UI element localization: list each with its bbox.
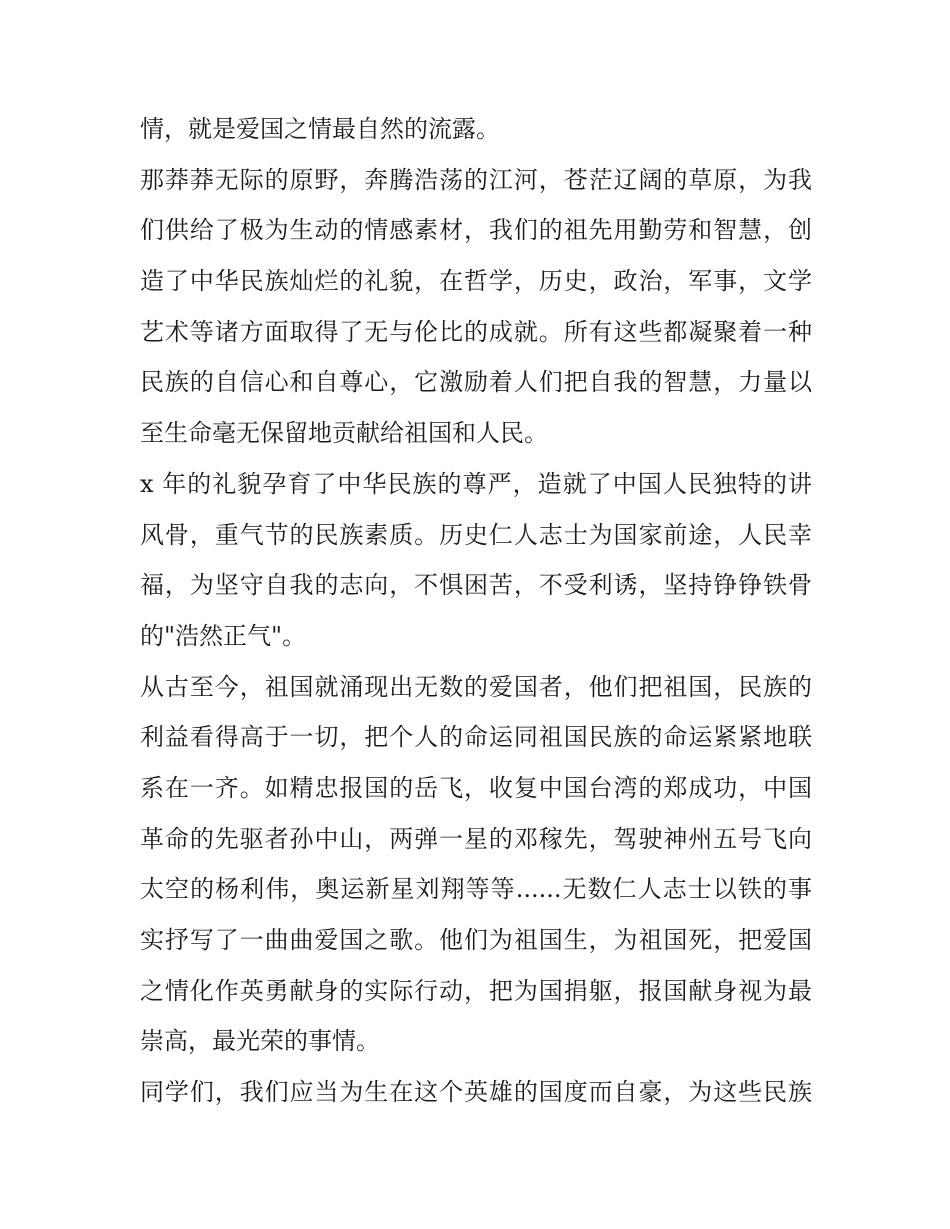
text-line: 福，为坚守自我的志向，不惧困苦，不受利诱，坚持铮铮铁骨	[140, 571, 812, 600]
text-line: 造了中华民族灿烂的礼貌，在哲学，历史，政治，军事，文学	[140, 267, 812, 296]
text-line: 之情化作英勇献身的实际行动，把为国捐躯，报国献身视为最	[140, 976, 812, 1005]
document-body	[140, 104, 812, 1118]
text-line: 那莽莽无际的原野，奔腾浩荡的江河，苍茫辽阔的草原，为我	[140, 165, 812, 194]
text-line: 的"浩然正气"。	[140, 621, 307, 650]
text-line: 从古至今，祖国就涌现出无数的爱国者，他们把祖国，民族的	[140, 672, 812, 701]
text-line: 民族的自信心和自尊心，它激励着人们把自我的智慧，力量以	[140, 368, 812, 397]
text-line: 系在一齐。如精忠报国的岳飞，收复中国台湾的郑成功，中国	[140, 773, 812, 802]
text-line: 实抒写了一曲曲爱国之歌。他们为祖国生，为祖国死，把爱国	[140, 926, 812, 954]
text-line: 革命的先驱者孙中山，两弹一星的邓稼先，驾驶神州五号飞向	[140, 824, 812, 853]
text-line: 利益看得高于一切，把个人的命运同祖国民族的命运紧紧地联	[140, 723, 812, 752]
text-line: 崇高，最光荣的事情。	[140, 1027, 380, 1056]
text-line: 艺术等诸方面取得了无与伦比的成就。所有这些都凝聚着一种	[140, 317, 812, 346]
text-line: x 年的礼貌孕育了中华民族的尊严，造就了中国人民独特的讲	[140, 469, 812, 498]
text-line: 风骨，重气节的民族素质。历史仁人志士为国家前途，人民幸	[140, 520, 812, 549]
text-line: 同学们，我们应当为生在这个英雄的国度而自豪，为这些民族	[140, 1078, 812, 1107]
text-line: 太空的杨利伟，奥运新星刘翔等等......无数仁人志士以铁的事	[140, 875, 812, 904]
text-line: 至生命毫无保留地贡献给祖国和人民。	[140, 419, 548, 448]
text-line: 们供给了极为生动的情感素材，我们的祖先用勤劳和智慧，创	[140, 216, 812, 245]
text-line: 情，就是爱国之情最自然的流露。	[140, 115, 500, 143]
